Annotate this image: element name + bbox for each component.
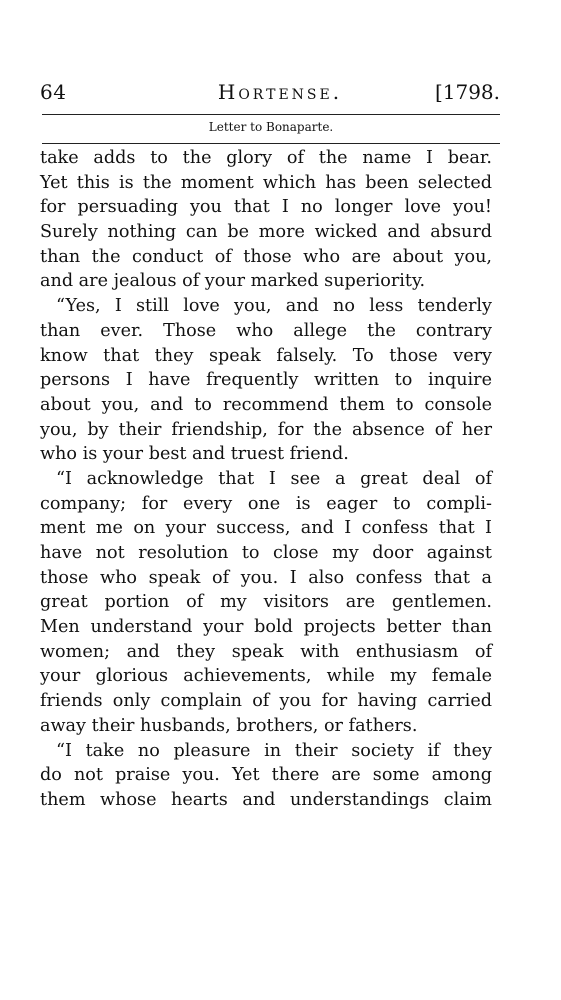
text-line: know that they speak falsely. To those very — [40, 345, 492, 366]
text-line: your glorious achievements, while my female — [40, 666, 492, 687]
text-line: persons I have frequently written to inquire — [40, 370, 492, 391]
text-line: women; and they speak with enthusiasm of — [40, 641, 492, 662]
running-title: Hortense. — [217, 80, 343, 104]
text-line: who is your best and truest friend. — [40, 444, 349, 465]
running-head — [40, 80, 500, 108]
text-line: “I take no pleasure in their society if they — [56, 740, 492, 761]
text-line: for persuading you that I no longer love you! — [40, 197, 492, 218]
text-line: away their husbands, brothers, or fathers. — [40, 715, 418, 736]
text-line: those who speak of you. I also confess that a — [40, 567, 492, 588]
subheading: Letter to Bonaparte. — [208, 120, 334, 134]
text-line: you, by their friendship, for the absence of her — [40, 419, 492, 440]
text-line: about you, and to recommend them to console — [40, 394, 492, 415]
text-line: great portion of my visitors are gentlemen. — [40, 592, 492, 613]
body-text — [40, 146, 492, 813]
text-line: do not praise you. Yet there are some among — [40, 765, 492, 786]
text-line: company; for every one is eager to compli- — [40, 493, 492, 514]
text-line: ment me on your success, and I confess that I — [40, 518, 492, 539]
text-line: than the conduct of those who are about you, — [40, 246, 492, 267]
page-number: 64 — [40, 80, 67, 104]
text-line: Yet this is the moment which has been selected — [40, 172, 492, 193]
text-line: and are jealous of your marked superiority. — [40, 271, 426, 292]
text-line: friends only complain of you for having carried — [40, 691, 492, 712]
text-line: Men understand your bold projects better than — [40, 617, 492, 638]
text-line: them whose hearts and understandings claim — [40, 789, 492, 810]
text-line: than ever. Those who allege the contrary — [40, 320, 492, 341]
text-line: Surely nothing can be more wicked and absurd — [40, 222, 492, 243]
running-date: [1798. — [434, 80, 500, 104]
text-line: “Yes, I still love you, and no less tenderly — [56, 296, 492, 317]
header-rule-top — [42, 114, 500, 115]
text-line: “I acknowledge that I see a great deal of — [56, 468, 492, 489]
text-line: have not resolution to close my door against — [40, 543, 492, 563]
text-line: take adds to the glory of the name I bear. — [40, 148, 492, 168]
header-rule-bottom — [42, 143, 500, 144]
